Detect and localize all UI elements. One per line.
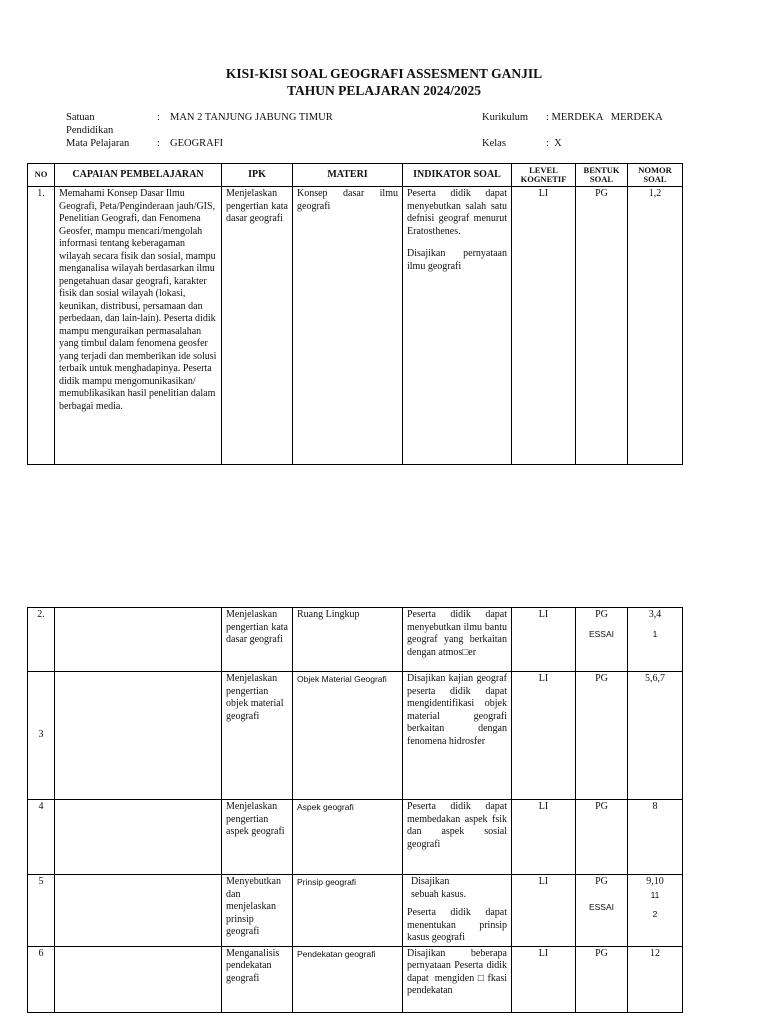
- row-materi: Aspek geografi: [293, 800, 403, 875]
- row-capaian: [55, 800, 222, 875]
- kurikulum-value: : MERDEKA MERDEKA: [546, 112, 663, 123]
- row-nomor: 3,4 1: [628, 608, 683, 672]
- satuan-value: MAN 2 TANJUNG JABUNG TIMUR: [170, 112, 333, 123]
- satuan-colon: :: [157, 112, 160, 123]
- row-bentuk: PG: [576, 946, 628, 1012]
- table-row: [28, 187, 683, 465]
- row-bentuk: PG: [576, 672, 628, 800]
- row-ipk: Menganalisis pendekatan geografi: [222, 946, 293, 1012]
- row-level: LI: [512, 608, 576, 672]
- kelas-label: Kelas: [482, 138, 506, 149]
- row-nomor: 5,6,7: [628, 672, 683, 800]
- kisi-table-1: [27, 163, 683, 465]
- row-indikator: Peserta didik dapat menyebutkan salah satu defnisi geograf menurut Eratosthenes. Disajikan pernyataan ilmu geografi: [403, 187, 512, 465]
- col-header-bentuk: BENTUK SOAL: [576, 164, 628, 187]
- row-indikator: Disajikan kajian geograf peserta didik dapat mengidentifikasi objek material geografi berkaitan dengan fenomena hidrosfer: [403, 672, 512, 800]
- row-ipk: Menjelaskan pengertian kata dasar geografi: [222, 608, 293, 672]
- mapel-label: Mata Pelajaran: [66, 138, 130, 149]
- col-header-indikator: INDIKATOR SOAL: [403, 164, 512, 187]
- row-level: LI: [512, 187, 576, 465]
- row-materi: Prinsip geografi: [293, 875, 403, 947]
- row-ipk: Menjelaskan pengertian kata dasar geografi: [222, 187, 293, 465]
- row-no: 3: [28, 672, 55, 800]
- row-capaian: [55, 608, 222, 672]
- row-indikator: Peserta didik dapat menyebutkan ilmu bantu geograf yang berkaitan dengan atmos□er: [403, 608, 512, 672]
- row-bentuk: PG ESSAI: [576, 875, 628, 947]
- kurikulum-label: Kurikulum: [482, 112, 529, 123]
- kelas-value: : X: [546, 138, 562, 149]
- row-level: LI: [512, 672, 576, 800]
- document-title: KISI-KISI SOAL GEOGRAFI ASSESMENT GANJIL: [225, 66, 543, 81]
- row-capaian: Memahami Konsep Dasar Ilmu Geografi, Peta/Penginderaan jauh/GIS, Penelitian Geografi, dan Fenomena Geosfer, mampu mencari/mengolah informasi tentang keberagaman wilayah secara fisik dan sosial, mampu menganalisa wilayah berdasarkan ilmu pengetahuan dasar geografi, karakter fisik dan sosial wilayah (lokasi, keunikan, distribusi, persamaan dan perbedaan, dan lain-lain). Peserta didik mampu menguraikan permasalahan yang timbul dalam fenomena geosfer yang terjadi dan memberikan ide solusi terbaik untuk menghadapinya. Peserta didik mampu mengomunikasikan/ memublikasikan hasil penelitian dalam berbagai media.: [55, 187, 222, 465]
- row-bentuk: PG ESSAI: [576, 608, 628, 672]
- mapel-colon: :: [157, 138, 160, 149]
- row-indikator: Disajikan sebuah kasus. Peserta didik dapat menentukan prinsip kasus geografi: [403, 875, 512, 947]
- row-nomor: 8: [628, 800, 683, 875]
- row-level: LI: [512, 946, 576, 1012]
- row-materi: Pendekatan geografi: [293, 946, 403, 1012]
- col-header-no: NO: [28, 164, 55, 187]
- row-no: 1.: [28, 187, 55, 465]
- table-row: [28, 672, 683, 800]
- row-no: 4: [28, 800, 55, 875]
- col-header-materi: MATERI: [293, 164, 403, 187]
- row-capaian: [55, 946, 222, 1012]
- row-nomor: 9,10 11 2: [628, 875, 683, 947]
- row-nomor: 1,2: [628, 187, 683, 465]
- row-capaian: [55, 875, 222, 947]
- table-row: [28, 946, 683, 1012]
- row-materi: Ruang Lingkup: [293, 608, 403, 672]
- col-header-cp: CAPAIAN PEMBELAJARAN: [55, 164, 222, 187]
- row-capaian: [55, 672, 222, 800]
- row-nomor: 12: [628, 946, 683, 1012]
- row-materi: Konsep dasar ilmu geografi: [293, 187, 403, 465]
- row-ipk: Menjelaskan pengertian aspek geografi: [222, 800, 293, 875]
- row-ipk: Menjelaskan pengertian objek material geografi: [222, 672, 293, 800]
- table-header-row: [28, 164, 683, 187]
- row-no: 6: [28, 946, 55, 1012]
- row-indikator: Disajikan beberapa pernyataan Peserta didik dapat mengiden□fkasi pendekatan: [403, 946, 512, 1012]
- col-header-ipk: IPK: [222, 164, 293, 187]
- row-level: LI: [512, 800, 576, 875]
- row-bentuk: PG: [576, 187, 628, 465]
- kisi-table-2: [27, 607, 683, 1013]
- row-materi: Objek Material Geografi: [293, 672, 403, 800]
- row-bentuk: PG: [576, 800, 628, 875]
- table-row: [28, 608, 683, 672]
- table-row: [28, 800, 683, 875]
- satuan-label: Satuan: [66, 112, 95, 123]
- pendidikan-label: Pendidikan: [66, 125, 114, 136]
- row-ipk: Menyebutkan dan menjelaskan prinsip geografi: [222, 875, 293, 947]
- row-no: 5: [28, 875, 55, 947]
- row-indikator: Peserta didik dapat membedakan aspek fsik dan aspek sosial geografi: [403, 800, 512, 875]
- col-header-nomor: NOMOR SOAL: [628, 164, 683, 187]
- document-subtitle: TAHUN PELAJARAN 2024/2025: [286, 83, 481, 98]
- row-no: 2.: [28, 608, 55, 672]
- table-row: [28, 875, 683, 947]
- row-level: LI: [512, 875, 576, 947]
- mapel-value: GEOGRAFI: [170, 138, 224, 149]
- col-header-level: LEVEL KOGNETIF: [512, 164, 576, 187]
